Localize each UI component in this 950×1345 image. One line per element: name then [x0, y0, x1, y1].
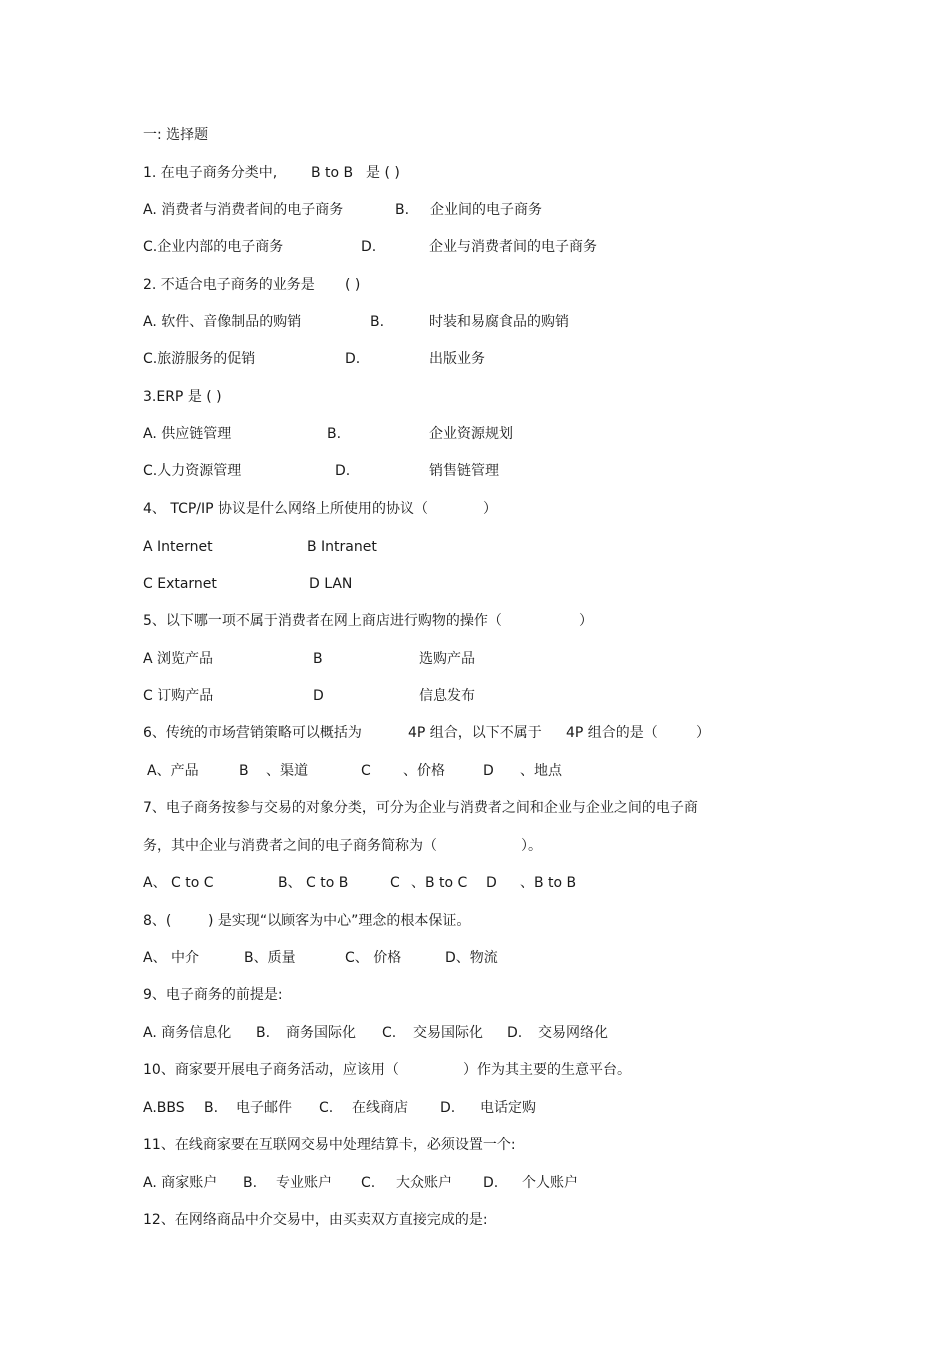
text-line [0, 460, 950, 482]
text-segment: C. [361, 1175, 376, 1191]
text-segment: D. [345, 351, 361, 367]
text-segment: 3.ERP 是 ( ) [143, 389, 222, 405]
text-segment: A、 中介 [143, 950, 200, 966]
text-line [0, 797, 950, 819]
text-line [0, 1172, 950, 1194]
text-segment: C [390, 875, 400, 891]
text-line [0, 236, 950, 258]
text-segment: 12、在网络商品中介交易中，由买卖双方直接完成的是: [143, 1212, 488, 1228]
text-line [0, 984, 950, 1006]
text-segment: 交易国际化 [413, 1025, 483, 1041]
text-segment: 8、( [143, 913, 172, 929]
text-segment: B. [370, 314, 385, 330]
text-segment: A. 消费者与消费者间的电子商务 [143, 202, 344, 218]
text-segment: B. [204, 1100, 219, 1116]
text-segment: C Extarnet [143, 576, 217, 592]
text-segment: B [313, 651, 323, 667]
text-segment: A Internet [143, 539, 213, 555]
text-line [0, 872, 950, 894]
text-line [0, 910, 950, 932]
text-segment: C.人力资源管理 [143, 463, 242, 479]
text-segment: C.旅游服务的促销 [143, 351, 256, 367]
text-segment: D [313, 688, 324, 704]
text-segment: 4、 TCP/IP 协议是什么网络上所使用的协议（ [143, 501, 429, 517]
text-line [0, 348, 950, 370]
text-segment: D. [361, 239, 377, 255]
text-segment: ）作为其主要的生意平台。 [463, 1062, 631, 1078]
text-segment: B. [327, 426, 342, 442]
text-segment: A、 C to C [143, 875, 214, 891]
text-segment: D LAN [309, 576, 353, 592]
text-segment: 在线商店 [352, 1100, 408, 1116]
text-segment: 时装和易腐食品的购销 [429, 314, 569, 330]
text-line [0, 1097, 950, 1119]
text-segment: 、B to B [520, 875, 577, 891]
text-segment: B. [395, 202, 410, 218]
text-line [0, 536, 950, 558]
text-segment: 、渠道 [266, 763, 308, 779]
text-segment: 电子邮件 [236, 1100, 292, 1116]
text-segment: A、产品 [147, 763, 199, 779]
text-line [0, 947, 950, 969]
text-segment: 企业资源规划 [429, 426, 513, 442]
text-segment: 4P 组合的是（ [566, 725, 658, 741]
text-segment: D [483, 763, 494, 779]
text-segment: D [486, 875, 497, 891]
text-segment: B、质量 [244, 950, 296, 966]
text-segment: 10、商家要开展电子商务活动，应该用（ [143, 1062, 399, 1078]
text-line [0, 722, 950, 744]
text-segment: C.企业内部的电子商务 [143, 239, 284, 255]
text-segment: 6、传统的市场营销策略可以概括为 [143, 725, 362, 741]
text-segment: ） [579, 613, 593, 629]
text-line [0, 162, 950, 184]
text-segment: 务，其中企业与消费者之间的电子商务简称为（ [143, 838, 437, 854]
text-segment: D. [335, 463, 351, 479]
text-segment: ) 是实现“以顾客为中心”理念的根本保证。 [208, 913, 471, 929]
text-segment: C 订购产品 [143, 688, 214, 704]
text-segment: 4P 组合，以下不属于 [408, 725, 542, 741]
text-line [0, 423, 950, 445]
text-line [0, 1022, 950, 1044]
text-line [0, 835, 950, 857]
text-segment: ）。 [521, 838, 542, 854]
text-segment: D. [440, 1100, 456, 1116]
text-segment: 5、以下哪一项不属于消费者在网上商店进行购物的操作（ [143, 613, 502, 629]
text-segment: 企业与消费者间的电子商务 [429, 239, 597, 255]
text-segment: A. 软件、音像制品的购销 [143, 314, 302, 330]
text-segment: 大众账户 [396, 1175, 452, 1191]
text-segment: 、地点 [520, 763, 562, 779]
text-segment: B Intranet [307, 539, 377, 555]
text-segment: 销售链管理 [429, 463, 499, 479]
text-segment: 信息发布 [419, 688, 475, 704]
text-segment: 9、电子商务的前提是: [143, 987, 283, 1003]
text-line [0, 685, 950, 707]
text-segment: B、 C to B [278, 875, 349, 891]
text-line [0, 648, 950, 670]
text-segment: 、价格 [403, 763, 445, 779]
text-line [0, 1059, 950, 1081]
text-segment: 企业间的电子商务 [430, 202, 542, 218]
text-segment: A. 供应链管理 [143, 426, 232, 442]
text-line [0, 1134, 950, 1156]
text-segment: D、物流 [445, 950, 498, 966]
text-segment: B to B [311, 165, 354, 181]
text-segment: 交易网络化 [538, 1025, 608, 1041]
text-segment: ） [483, 501, 497, 517]
text-segment: 2. 不适合电子商务的业务是 [143, 277, 315, 293]
text-segment: 选购产品 [419, 651, 475, 667]
text-segment: A.BBS [143, 1100, 185, 1116]
text-line [0, 311, 950, 333]
text-line [0, 498, 950, 520]
text-line [0, 386, 950, 408]
text-segment: 出版业务 [429, 351, 485, 367]
text-segment: 1. 在电子商务分类中, [143, 165, 278, 181]
text-segment: D. [483, 1175, 499, 1191]
text-segment: A. 商务信息化 [143, 1025, 232, 1041]
text-line [0, 199, 950, 221]
text-segment: 电话定购 [480, 1100, 536, 1116]
text-segment: B [239, 763, 249, 779]
text-segment: ） [696, 725, 710, 741]
text-segment: 、B to C [411, 875, 468, 891]
text-segment: B. [243, 1175, 258, 1191]
text-segment: C. [319, 1100, 334, 1116]
text-segment: A 浏览产品 [143, 651, 214, 667]
section-title-text: 一: 选择题 [143, 127, 209, 143]
text-segment: B. [256, 1025, 271, 1041]
text-line [0, 610, 950, 632]
text-segment: A. 商家账户 [143, 1175, 218, 1191]
text-segment: 11、在线商家要在互联网交易中处理结算卡，必须设置一个: [143, 1137, 516, 1153]
text-segment: C [361, 763, 371, 779]
text-segment: 专业账户 [276, 1175, 332, 1191]
text-segment: 个人账户 [522, 1175, 578, 1191]
text-segment: 是 ( ) [366, 165, 400, 181]
section-title [0, 124, 950, 146]
text-line [0, 1209, 950, 1231]
text-segment: C. [382, 1025, 397, 1041]
text-segment: D. [507, 1025, 523, 1041]
text-segment: 商务国际化 [286, 1025, 356, 1041]
text-line [0, 760, 950, 782]
text-line [0, 573, 950, 595]
text-segment: C、 价格 [345, 950, 402, 966]
text-line [0, 274, 950, 296]
text-segment: ( ) [345, 277, 361, 293]
text-segment: 7、电子商务按参与交易的对象分类，可分为企业与消费者之间和企业与企业之间的电子商 [143, 800, 698, 816]
